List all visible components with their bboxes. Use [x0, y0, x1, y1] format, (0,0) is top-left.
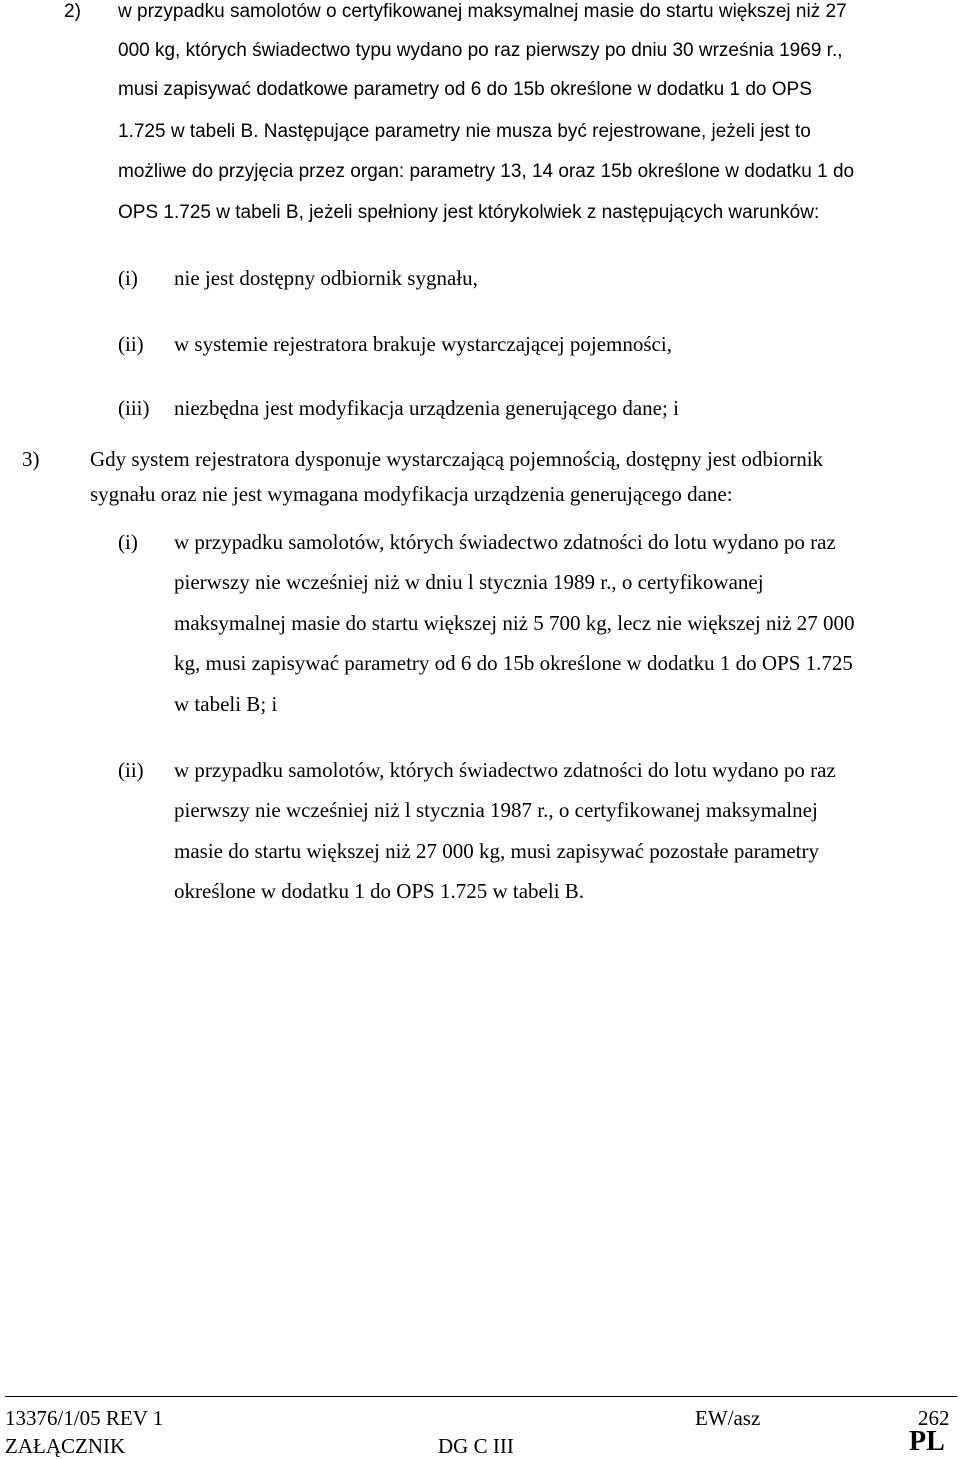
item-3-line: sygnału oraz nie jest wymagana modyfikacja urządzenia generującego dane:: [90, 482, 733, 506]
item-2-line: OPS 1.725 w tabeli B, jeżeli spełniony jest którykolwiek z następujących warunków:: [118, 202, 820, 223]
item-3-sub-ii-marker: (ii): [118, 758, 144, 782]
footer-initials: EW/asz: [695, 1406, 761, 1430]
footer-divider: [5, 1396, 957, 1397]
item-2-sub-ii-text: w systemie rejestratora brakuje wystarczającej pojemności,: [174, 332, 672, 356]
item-2-line: 1.725 w tabeli B. Następujące parametry nie musza być rejestrowane, jeżeli jest to: [118, 121, 811, 142]
item-2-marker: 2): [64, 1, 81, 22]
item-3-sub-i-line: w przypadku samolotów, których świadectwo zdatności do lotu wydano po raz: [174, 530, 836, 554]
item-2-line: w przypadku samolotów o certyfikowanej maksymalnej masie do startu większej niż 27: [118, 1, 847, 22]
item-3-sub-ii-line: pierwszy nie wcześniej niż l stycznia 1987 r., o certyfikowanej maksymalnej: [174, 798, 818, 822]
item-3-sub-i-line: w tabeli B; i: [174, 692, 278, 716]
item-2-sub-i-text: nie jest dostępny odbiornik sygnału,: [174, 266, 478, 290]
item-3-sub-i-line: pierwszy nie wcześniej niż w dniu l stycznia 1989 r., o certyfikowanej: [174, 570, 764, 594]
item-3-sub-i-marker: (i): [118, 530, 138, 554]
item-3-sub-ii-line: w przypadku samolotów, których świadectwo zdatności do lotu wydano po raz: [174, 758, 836, 782]
item-2-sub-i-marker: (i): [118, 266, 138, 290]
item-2-line: musi zapisywać dodatkowe parametry od 6 do 15b określone w dodatku 1 do OPS: [118, 79, 812, 100]
footer-page-number: 262: [918, 1406, 950, 1430]
item-3-sub-i-line: kg, musi zapisywać parametry od 6 do 15b określone w dodatku 1 do OPS 1.725: [174, 651, 853, 675]
footer-doc-ref: 13376/1/05 REV 1: [5, 1406, 164, 1430]
item-3-marker: 3): [22, 447, 40, 471]
item-2-sub-iii-marker: (iii): [118, 396, 150, 420]
item-2-line: 000 kg, których świadectwo typu wydano po raz pierwszy po dniu 30 września 1969 r.,: [118, 40, 843, 61]
item-2-line: możliwe do przyjęcia przez organ: parametry 13, 14 oraz 15b określone w dodatku 1 do: [118, 161, 855, 182]
item-3-line: Gdy system rejestratora dysponuje wystarczającą pojemnością, dostępny jest odbiornik: [90, 447, 824, 471]
item-2-sub-iii-text: niezbędna jest modyfikacja urządzenia generującego dane; i: [174, 396, 679, 420]
footer-language: PL: [909, 1426, 945, 1457]
item-2-sub-ii-marker: (ii): [118, 332, 144, 356]
footer-dg: DG C III: [438, 1434, 514, 1458]
item-3-sub-ii-line: określone w dodatku 1 do OPS 1.725 w tabeli B.: [174, 879, 585, 903]
item-3-sub-i-line: maksymalnej masie do startu większej niż 5 700 kg, lecz nie większej niż 27 000: [174, 611, 855, 635]
item-3-sub-ii-line: masie do startu większej niż 27 000 kg, musi zapisywać pozostałe parametry: [174, 839, 819, 863]
footer-annex: ZAŁĄCZNIK: [5, 1434, 126, 1458]
